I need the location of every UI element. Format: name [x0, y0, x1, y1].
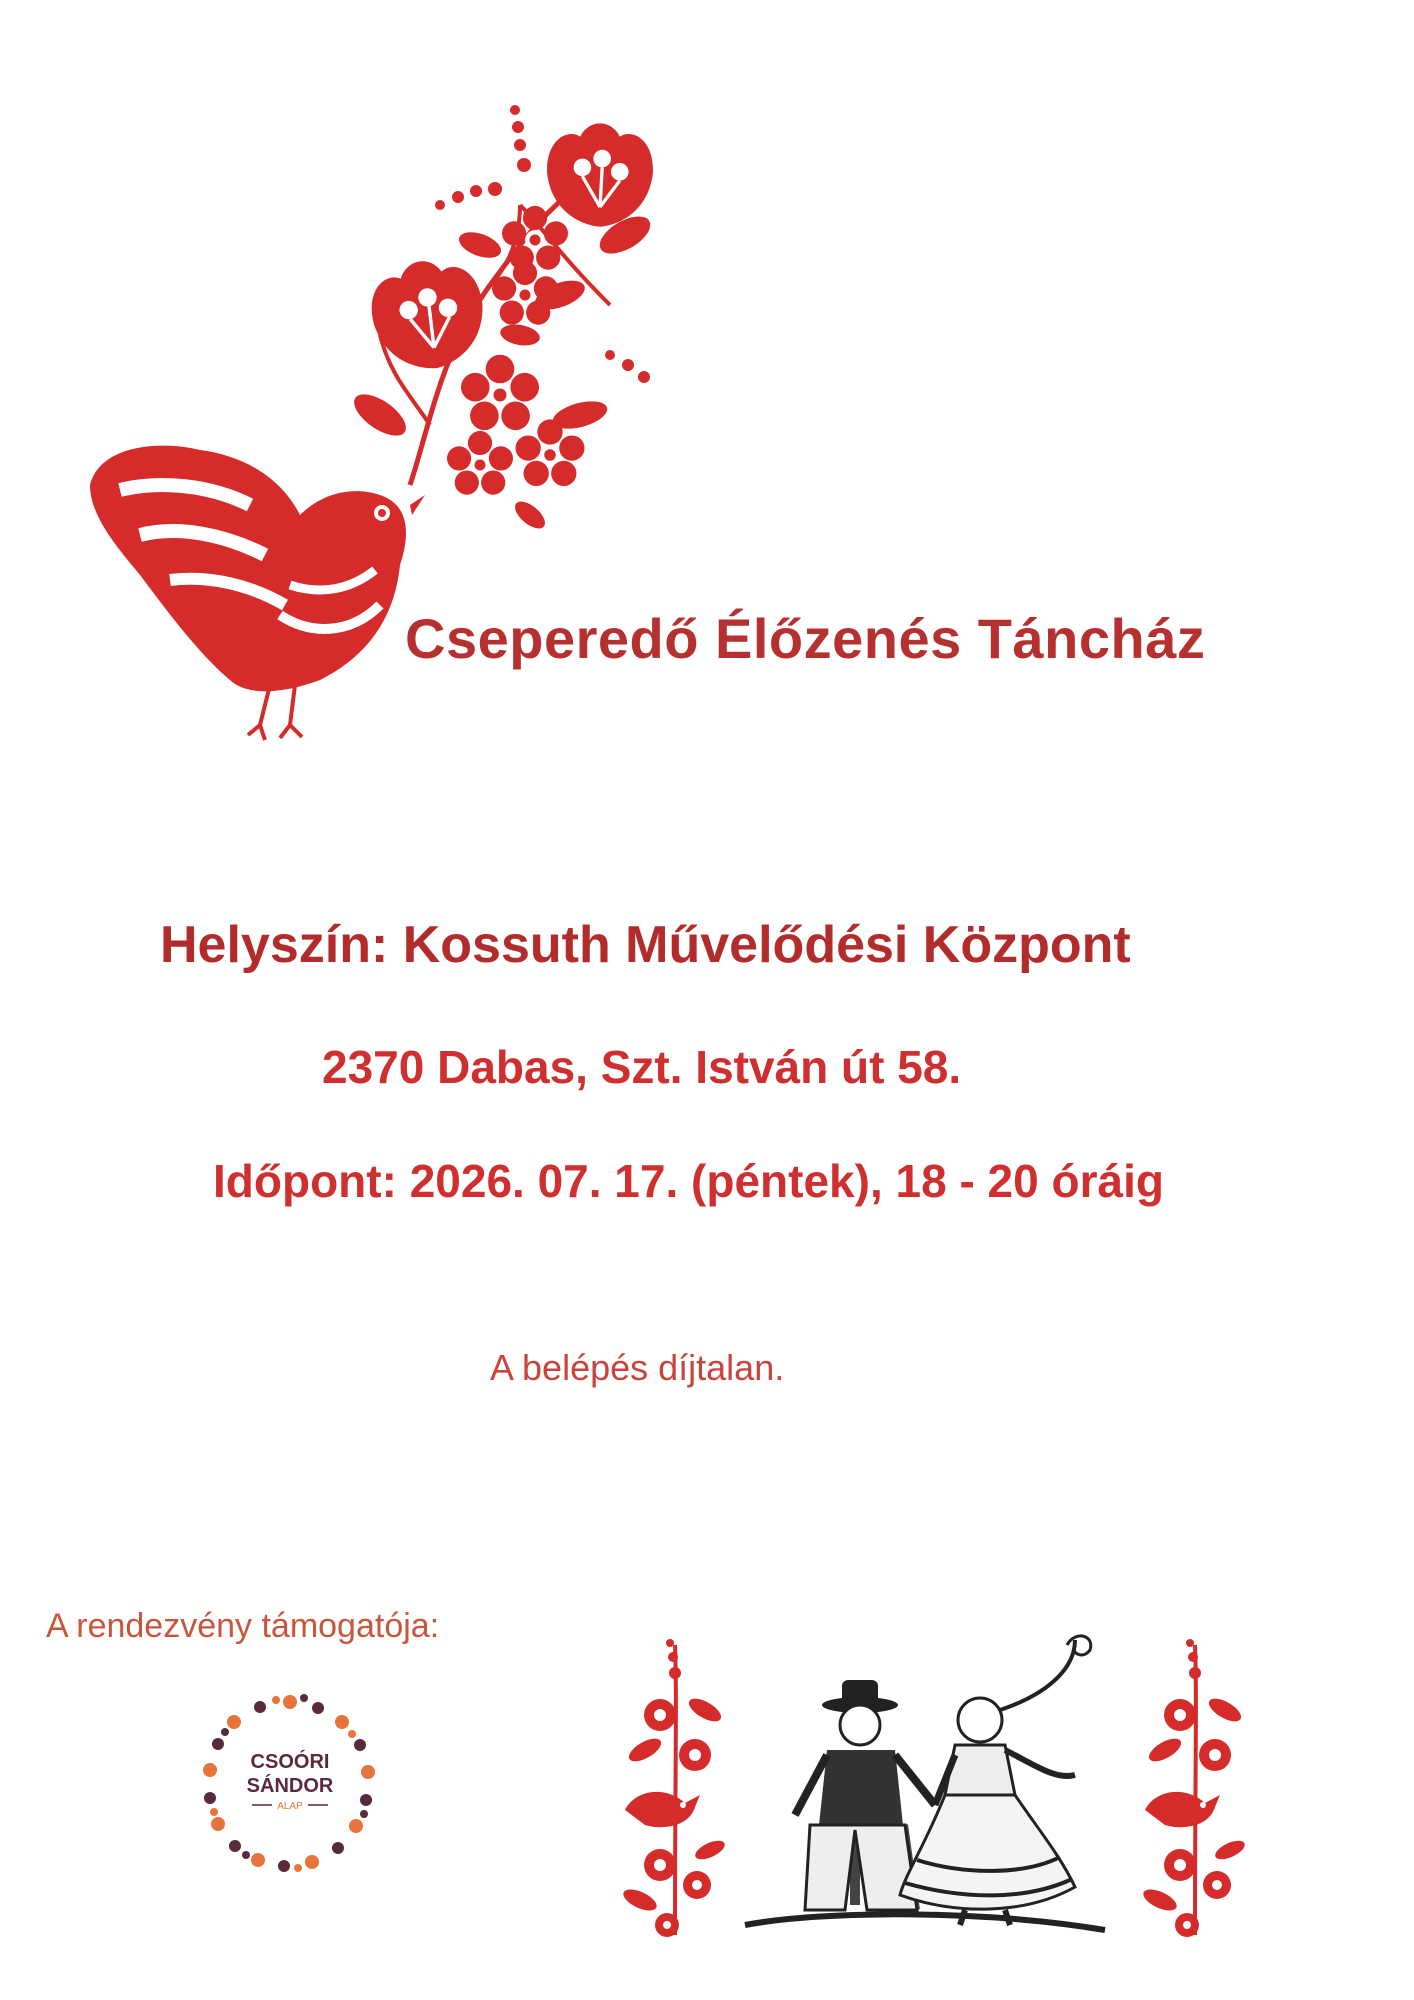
address-line: 2370 Dabas, Szt. István út 58.: [322, 1041, 962, 1093]
logo-line2: SÁNDOR: [246, 1775, 334, 1797]
admission-text: A belépés díjtalan.: [490, 1347, 785, 1388]
logo-line3: ALAP: [277, 1801, 303, 1812]
csoori-sandor-alap-logo: [200, 1690, 380, 1880]
event-title: Cseperedő Élőzenés Táncház: [405, 607, 1206, 670]
time-line: Időpont: 2026. 07. 17. (péntek), 18 - 20 óráig: [213, 1155, 1164, 1207]
folk-dancers-icon: [605, 1625, 1265, 1945]
venue-line: Helyszín: Kossuth Művelődési Központ: [160, 916, 1131, 974]
logo-line1: CSOÓRI: [250, 1751, 330, 1773]
sponsor-label: A rendezvény támogatója:: [46, 1607, 440, 1645]
